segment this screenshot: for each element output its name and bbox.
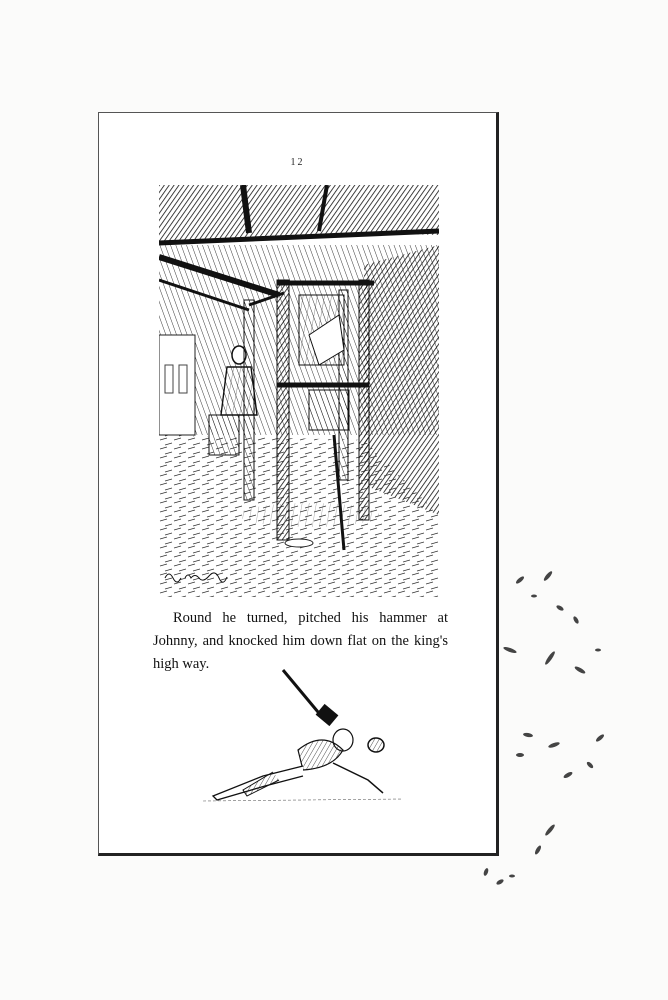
margin-ink-marks xyxy=(450,560,620,900)
caption-text: Round he turned, pitched his hammer at Johnny, and knocked him down flat on the king's high way. xyxy=(153,610,448,672)
book-page xyxy=(98,112,499,856)
page-number: 12 xyxy=(290,157,305,168)
fallen-boy-illustration xyxy=(203,668,403,803)
workshop-illustration xyxy=(159,185,439,597)
